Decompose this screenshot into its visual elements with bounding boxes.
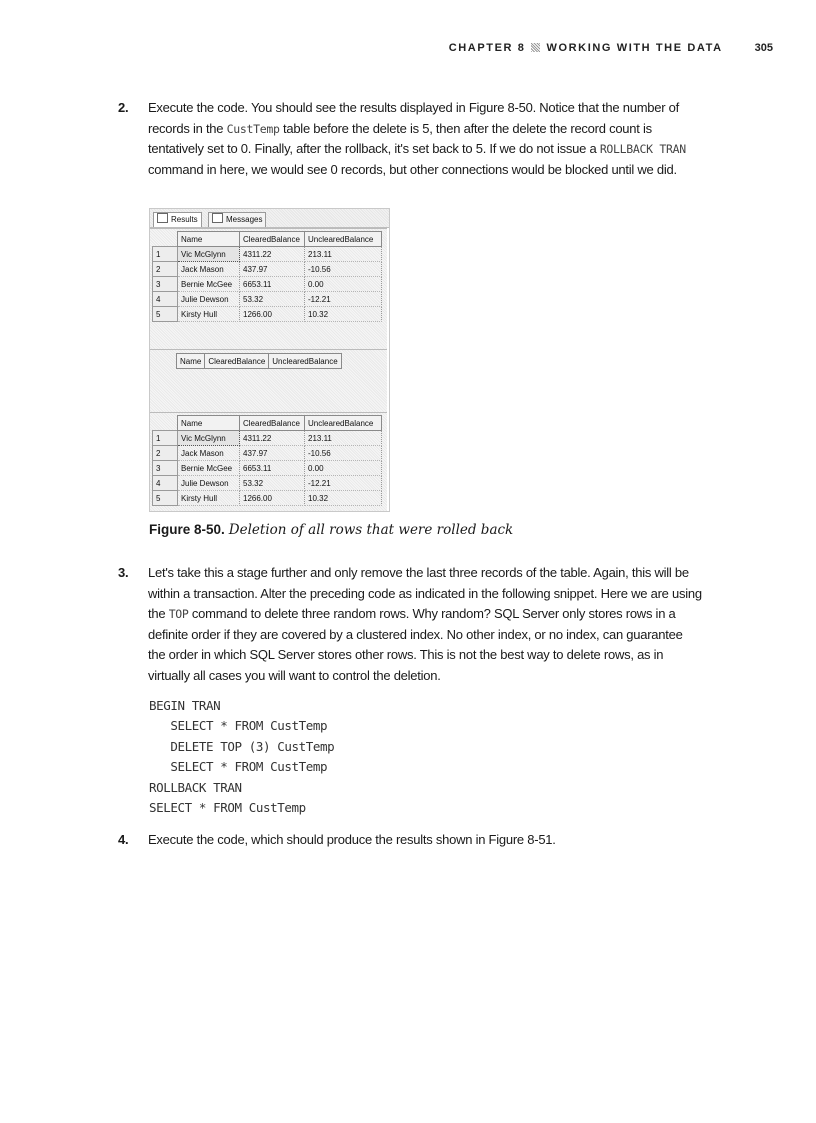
grid-icon — [157, 213, 168, 223]
result-grid-2[interactable] — [150, 349, 387, 412]
inline-code: ROLLBACK TRAN — [599, 142, 686, 156]
table-cell[interactable]: 213.11 — [305, 247, 382, 262]
column-header[interactable]: ClearedBalance — [240, 416, 305, 431]
row-number[interactable]: 2 — [153, 446, 178, 461]
table-cell[interactable]: 0.00 — [305, 277, 382, 292]
chapter-title: WORKING WITH THE DATA — [546, 42, 723, 54]
table-cell[interactable]: 437.97 — [240, 262, 305, 277]
row-number[interactable]: 5 — [153, 307, 178, 322]
step-text: Execute the code, which should produce the results shown in Figure 8-51. — [148, 832, 556, 847]
running-head — [0, 42, 773, 54]
query-results-panel — [149, 208, 390, 512]
table-cell[interactable]: -12.21 — [305, 292, 382, 307]
table-cell[interactable]: 53.32 — [240, 292, 305, 307]
table-cell[interactable]: 213.11 — [305, 431, 382, 446]
code-line: SELECT * FROM CustTemp — [149, 759, 328, 775]
text-run: Let's take this a stage further and only remove the last three records of the table. Again, this will be within a transaction. Alter the preceding code as indicated in the following snippet. Here we are using the — [148, 565, 702, 621]
table-cell[interactable]: Kirsty Hull — [178, 491, 240, 506]
page-number: 305 — [754, 42, 773, 54]
tab-label: Results — [171, 215, 198, 224]
tab-results[interactable] — [153, 212, 202, 227]
table-cell[interactable]: 1266.00 — [240, 307, 305, 322]
code-line: DELETE TOP (3) CustTemp — [149, 738, 335, 754]
step-3 — [118, 563, 703, 686]
code-line: BEGIN TRAN — [149, 698, 221, 713]
inline-code: CustTemp — [226, 121, 280, 136]
table-cell[interactable]: 10.32 — [305, 491, 382, 506]
text-run: command in here, we would see 0 records, but other connections would be blocked until we did. — [148, 161, 677, 177]
text-run: Execute the code. You should see the results displayed in Figure 8-50. Notice that the number of records in the — [148, 100, 680, 136]
table-cell[interactable]: Bernie McGee — [178, 277, 240, 292]
result-grid-1[interactable] — [150, 228, 387, 349]
code-line: SELECT * FROM CustTemp — [149, 800, 306, 816]
row-number[interactable]: 1 — [153, 431, 178, 446]
table-cell[interactable]: 437.97 — [240, 446, 305, 461]
table-cell[interactable]: Vic McGlynn — [178, 431, 240, 446]
table-cell[interactable]: -10.56 — [305, 446, 382, 461]
result-table-3 — [152, 415, 382, 506]
table-cell[interactable]: Jack Mason — [178, 446, 240, 461]
tab-label: Messages — [226, 215, 263, 224]
table-cell[interactable]: 1266.00 — [240, 491, 305, 506]
row-number[interactable]: 4 — [153, 476, 178, 491]
step-number: 4. — [118, 832, 129, 847]
caption-text: Deletion of all rows that were rolled back — [228, 522, 514, 538]
step-4 — [118, 830, 703, 851]
column-header[interactable]: UnclearedBalance — [305, 232, 382, 247]
code-snippet — [149, 696, 334, 818]
table-cell[interactable]: Jack Mason — [178, 262, 240, 277]
step-text — [148, 563, 703, 686]
table-cell[interactable]: Julie Dewson — [178, 292, 240, 307]
column-header[interactable]: ClearedBalance — [205, 354, 269, 369]
inline-code: TOP — [168, 607, 189, 621]
message-icon — [212, 213, 223, 223]
step-number: 3. — [118, 565, 129, 580]
table-cell[interactable]: 53.32 — [240, 476, 305, 491]
code-line: ROLLBACK TRAN — [149, 779, 242, 795]
table-cell[interactable]: 4311.22 — [240, 247, 305, 262]
step-2 — [118, 98, 703, 180]
column-header[interactable]: ClearedBalance — [240, 232, 305, 247]
table-cell[interactable]: -12.21 — [305, 476, 382, 491]
text-run: command to delete three random rows. Why random? SQL Server only stores rows in a definite order if they are covered by a clustered index. No other index, or no index, can guarantee the order in which SQL Server stores other rows. This is not the best way to delete rows, as in virtually all cases you will want to control the deletion. — [148, 606, 683, 683]
figure-caption — [149, 522, 513, 538]
tab-messages[interactable] — [208, 212, 266, 227]
row-number[interactable]: 4 — [153, 292, 178, 307]
result-grid-3[interactable] — [150, 412, 387, 511]
row-number[interactable]: 3 — [153, 277, 178, 292]
caption-label: Figure 8-50. — [149, 522, 225, 537]
table-cell[interactable]: 0.00 — [305, 461, 382, 476]
row-number[interactable]: 3 — [153, 461, 178, 476]
table-cell[interactable]: 6653.11 — [240, 461, 305, 476]
table-cell[interactable]: -10.56 — [305, 262, 382, 277]
row-number[interactable]: 1 — [153, 247, 178, 262]
table-cell[interactable]: 10.32 — [305, 307, 382, 322]
column-header[interactable]: UnclearedBalance — [269, 354, 341, 369]
row-number[interactable]: 2 — [153, 262, 178, 277]
column-header[interactable]: Name — [178, 416, 240, 431]
row-number[interactable]: 5 — [153, 491, 178, 506]
table-cell[interactable]: Vic McGlynn — [178, 247, 240, 262]
chapter-label: CHAPTER 8 — [448, 42, 526, 54]
table-cell[interactable]: Bernie McGee — [178, 461, 240, 476]
result-table-2 — [152, 353, 342, 369]
step-number: 2. — [118, 100, 129, 115]
column-header[interactable]: Name — [178, 232, 240, 247]
table-cell[interactable]: Kirsty Hull — [178, 307, 240, 322]
results-tab-bar — [150, 209, 389, 228]
column-header[interactable]: Name — [177, 354, 205, 369]
table-cell[interactable]: 4311.22 — [240, 431, 305, 446]
table-cell[interactable]: Julie Dewson — [178, 476, 240, 491]
table-cell[interactable]: 6653.11 — [240, 277, 305, 292]
step-text — [148, 98, 703, 180]
text-run: table before the delete is 5, then after the delete the record count is tentatively set to 0. Finally, after the rollback, it's set back to 5. If we do not issue a — [148, 120, 652, 156]
result-table-1 — [152, 231, 382, 322]
separator-icon — [531, 43, 540, 52]
code-line: SELECT * FROM CustTemp — [149, 718, 328, 734]
column-header[interactable]: UnclearedBalance — [305, 416, 382, 431]
